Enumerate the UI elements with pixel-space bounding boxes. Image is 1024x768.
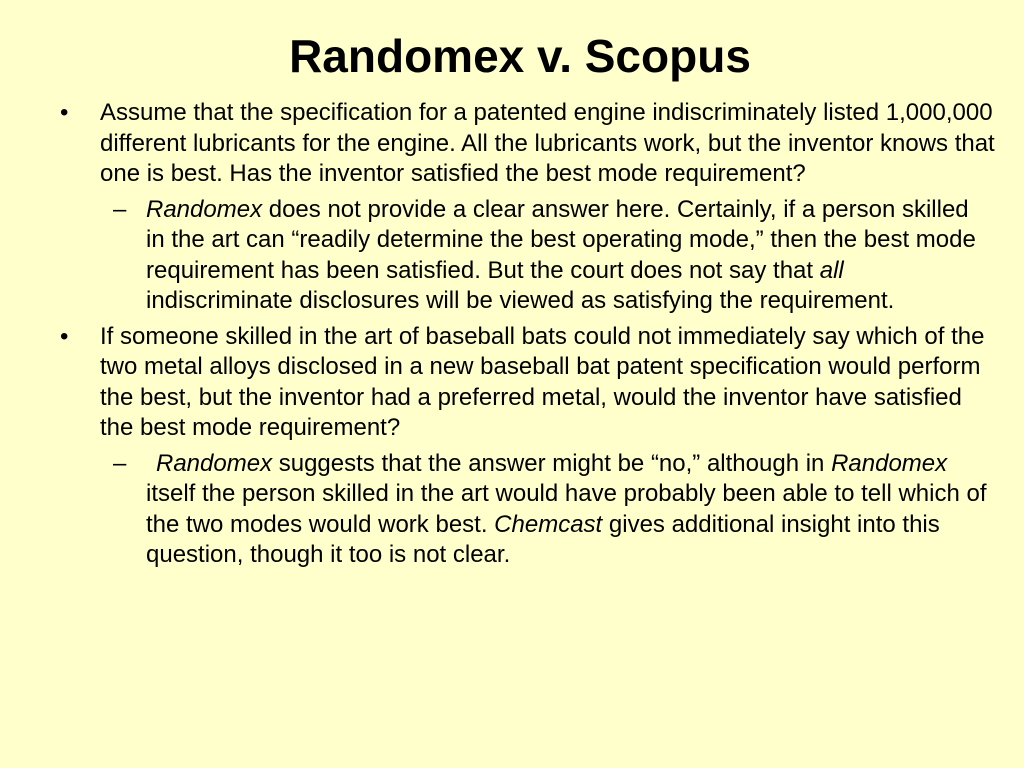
bullet-marker: • — [60, 99, 69, 126]
case-name-randomex: Randomex — [146, 195, 263, 223]
sub-bullet-item — [0, 195, 991, 317]
sub-bullet-marker: – — [113, 195, 127, 223]
slide-body — [0, 98, 1024, 571]
case-name-chemcast: Chemcast — [494, 510, 603, 538]
bullet-text: If someone skilled in the art of baseball bats could not immediately say which of the two metal alloys disclosed in a new baseball bat patent specification would perform the best, but the inventor had a preferred metal, would the inventor have satisfied the best mode requirement? — [100, 322, 985, 441]
slide-title: Randomex v. Scopus — [289, 30, 751, 82]
sub-bullet-text: gives additional insight into this question, though it too is not clear. — [146, 510, 940, 568]
case-name-randomex: Randomex — [156, 449, 273, 477]
sub-bullet-text: does not provide a clear answer here. Certainly, if a person skilled in the art can “readily determine the best operating mode,” then the best mode requirement has been satisfied. But the court does not say that — [146, 195, 976, 284]
case-name-randomex: Randomex — [831, 449, 948, 477]
sub-bullet-text: suggests that the answer might be “no,” although in — [272, 449, 832, 477]
sub-bullet-text: itself the person skilled in the art would have probably been able to tell which of the two modes would work best. — [146, 480, 987, 538]
sub-bullet-marker: – — [113, 449, 127, 477]
bullet-text: Assume that the specification for a patented engine indiscriminately listed 1,000,000 different lubricants for the engine. All the lubricants work, but the inventor knows that one is best. Has the inventor satisfied the best mode requirement? — [100, 99, 995, 187]
bullet-marker: • — [60, 322, 69, 350]
sub-bullet-item — [0, 449, 991, 571]
bullet-item — [0, 322, 995, 444]
emphasis-all: all — [819, 256, 844, 284]
bullet-item — [0, 98, 995, 190]
sub-bullet-text: indiscriminate disclosures will be viewed as satisfying the requirement. — [146, 287, 895, 314]
